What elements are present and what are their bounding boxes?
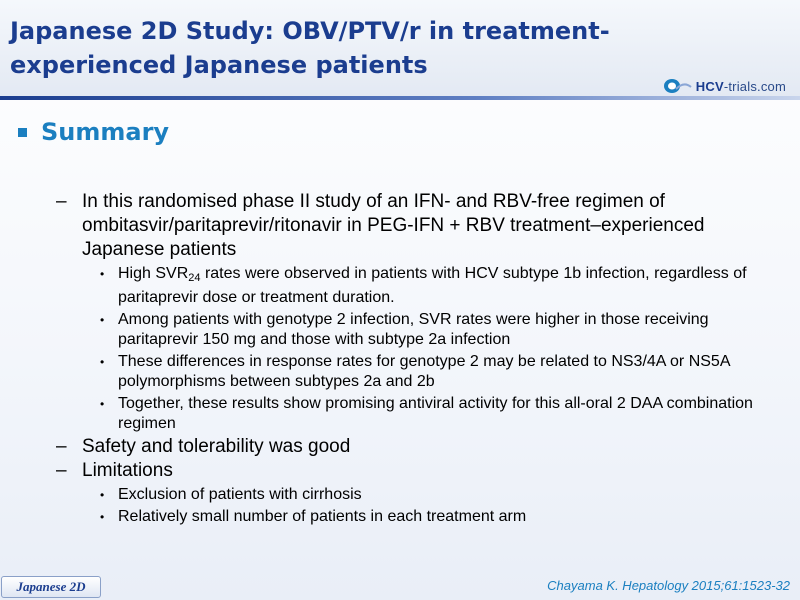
cirrhosis-text: Exclusion of patients with cirrhosis xyxy=(118,486,362,503)
safety-text: Safety and tolerability was good xyxy=(82,436,351,457)
svr-point xyxy=(56,264,776,308)
study-point xyxy=(56,190,776,262)
title-banner xyxy=(0,0,800,96)
section-heading xyxy=(18,118,169,146)
together-point xyxy=(56,394,776,434)
dot-bullet-icon: • xyxy=(100,313,105,327)
study-badge: Japanese 2D xyxy=(1,576,101,598)
differences-text: These differences in response rates for genotype 2 may be related to NS3/4A or NS5A polymorphisms between subtypes 2a and 2b xyxy=(118,353,730,390)
limitations-text: Limitations xyxy=(82,460,173,481)
genotype2-point xyxy=(56,310,776,350)
dot-bullet-icon: • xyxy=(100,355,105,369)
differences-point xyxy=(56,352,776,392)
svr-subscript: 24 xyxy=(188,272,201,284)
summary-content xyxy=(56,190,776,528)
dash-bullet-icon: – xyxy=(56,191,67,212)
together-text: Together, these results show promising antiviral activity for this all-oral 2 DAA combination regimen xyxy=(118,395,753,432)
svr-text-start: High SVR xyxy=(118,265,189,282)
safety-point xyxy=(56,435,776,459)
dot-bullet-icon: • xyxy=(100,488,105,502)
square-bullet-icon xyxy=(18,128,27,137)
citation: Chayama K. Hepatology 2015;61:1523-32 xyxy=(547,578,790,593)
logo-text: HCV-trials.com xyxy=(695,78,786,94)
dot-bullet-icon: • xyxy=(100,510,105,524)
study-text: In this randomised phase II study of an IFN- and RBV-free regimen of ombitasvir/paritaprevir/ritonavir in PEG-IFN + RBV treatment–experienced Japanese patients xyxy=(82,191,705,260)
genotype2-text: Among patients with genotype 2 infection, SVR rates were higher in those receiving paritaprevir 150 mg and those with subtype 2a infection xyxy=(118,311,709,348)
section-title: Summary xyxy=(41,118,170,146)
hcv-trials-logo xyxy=(662,76,786,96)
cirrhosis-point xyxy=(56,485,776,505)
dash-bullet-icon: – xyxy=(56,460,67,481)
small-numbers-point xyxy=(56,507,776,527)
dot-bullet-icon: • xyxy=(100,397,105,411)
svr-text-end: rates were observed in patients with HCV subtype 1b infection, regardless of paritaprevir dose or treatment duration. xyxy=(118,265,747,306)
slide-title: Japanese 2D Study: OBV/PTV/r in treatment-experienced Japanese patients xyxy=(10,17,610,79)
dash-bullet-icon: – xyxy=(56,436,67,457)
limitations-point xyxy=(56,459,776,483)
small-numbers-text: Relatively small number of patients in each treatment arm xyxy=(118,508,527,525)
title-divider xyxy=(0,96,800,100)
hcv-trials-logo-icon xyxy=(662,77,692,95)
dot-bullet-icon: • xyxy=(100,267,105,281)
